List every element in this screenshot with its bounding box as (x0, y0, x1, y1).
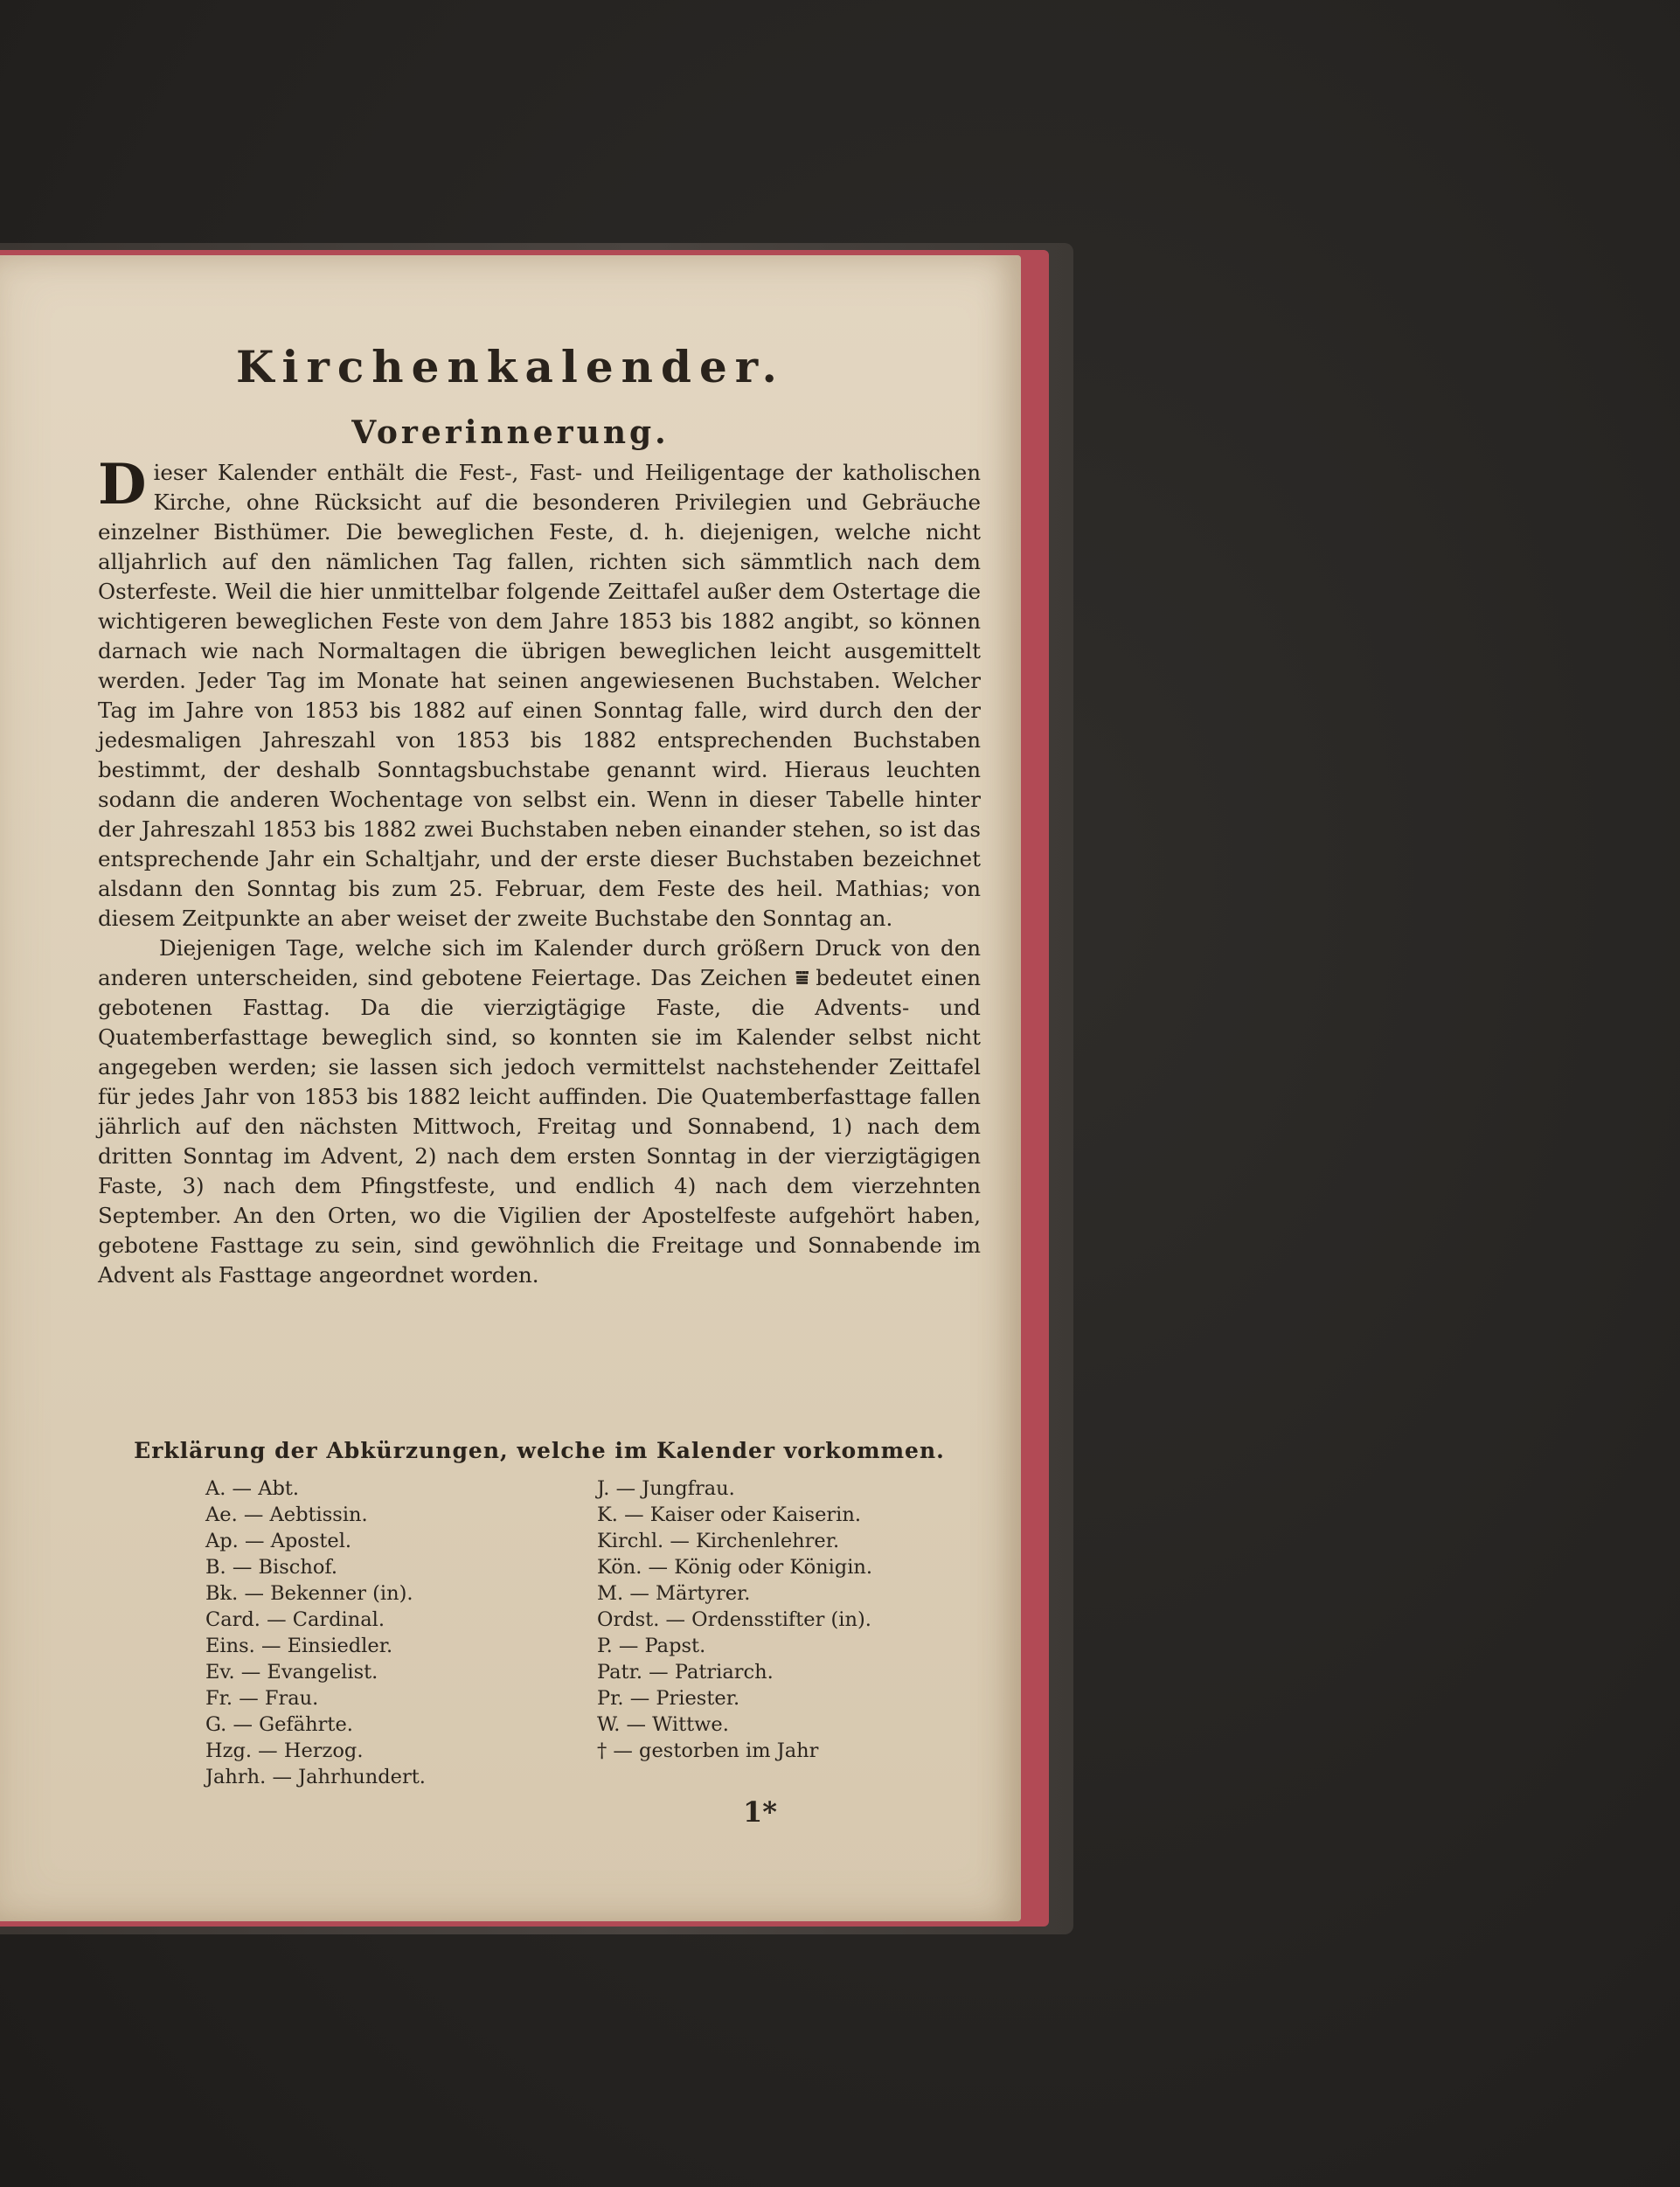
abbreviations-heading: Erklärung der Abkürzungen, welche im Kalender vorkommen. (134, 1438, 945, 1463)
abbreviation-item: Patr. — Patriarch. (597, 1661, 774, 1684)
abbreviation-item: B. — Bischof. (205, 1556, 338, 1579)
abbreviations-left-column (205, 1475, 573, 1790)
abbreviation-item: Pr. — Priester. (597, 1687, 740, 1710)
abbreviation-item: W. — Wittwe. (597, 1713, 729, 1736)
page-number: 1* (743, 1795, 777, 1829)
abbreviation-item: Card. — Cardinal. (205, 1608, 385, 1631)
abbreviation-item: Bk. — Bekenner (in). (205, 1582, 413, 1605)
fasting-sign-icon: ⩸ (795, 965, 808, 990)
abbreviation-item: Ae. — Aebtissin. (205, 1503, 368, 1526)
book-page (0, 255, 1021, 1921)
abbreviation-item: Ap. — Apostel. (205, 1530, 352, 1552)
paragraph-2-start: Diejenigen Tage, welche sich im Kalender durch größern Druck von den anderen unterscheiden, sind gebotene Feiertage. Das Zeichen (98, 935, 981, 990)
abbreviation-item: Eins. — Einsiedler. (205, 1635, 393, 1657)
abbreviation-item: M. — Märtyrer. (597, 1582, 751, 1605)
abbreviation-item: † — gestorben im Jahr (597, 1739, 819, 1762)
paragraph-2 (98, 934, 981, 1290)
abbreviation-item: Ev. — Evangelist. (205, 1661, 378, 1684)
abbreviation-item: Kirchl. — Kirchenlehrer. (597, 1530, 840, 1552)
abbreviation-item: K. — Kaiser oder Kaiserin. (597, 1503, 862, 1526)
drop-cap: D (98, 452, 147, 517)
page-title: Kirchenkalender. (236, 341, 785, 392)
body-text (98, 452, 981, 1290)
paragraph-2-rest: bedeutet einen gebotenen Fasttag. Da die vierzigtägige Faste, die Advents- und Quatemberfasttage beweglich sind, so konnten sie im Kalender selbst nicht angegeben werden; sie lassen sich jedoch vermittelst nachstehender Zeittafel für jedes Jahr von 1853 bis 1882 leicht auffinden. Die Quatemberfasttage fallen jährlich auf den nächsten Mittwoch, Freitag und Sonnabend, 1) nach dem dritten Sonntag im Advent, 2) nach dem ersten Sonntag in der vierzigtägigen Faste, 3) nach dem Pfingstfeste, und endlich 4) nach dem vierzehnten September. An den Orten, wo die Vigilien der Apostelfeste aufgehört haben, gebotene Fasttage zu sein, sind gewöhnlich die Freitage und Sonnabende im Advent als Fasttage angeordnet worden. (98, 965, 981, 1288)
abbreviation-item: Hzg. — Herzog. (205, 1739, 364, 1762)
abbreviation-item: P. — Papst. (597, 1635, 706, 1657)
paragraph-1-text: ieser Kalender enthält die Fest-, Fast- und Heiligentage der katholischen Kirche, ohne Rücksicht auf die besonderen Privilegien und Gebräuche einzelner Bisthümer. Die beweglichen Feste, d. h. diejenigen, welche nicht alljahrlich auf den nämlichen Tag fallen, richten sich sämmtlich nach dem Osterfeste. Weil die hier unmittelbar folgende Zeittafel außer dem Ostertage die wichtigeren beweglichen Feste von dem Jahre 1853 bis 1882 angibt, so können darnach wie nach Normaltagen die übrigen beweglichen leicht ausgemittelt werden. Jeder Tag im Monate hat seinen angewiesenen Buchstaben. Welcher Tag im Jahre von 1853 bis 1882 auf einen Sonntag falle, wird durch den der jedesmaligen Jahreszahl von 1853 bis 1882 entsprechenden Buchstaben bestimmt, der deshalb Sonntagsbuchstabe genannt wird. Hieraus leuchten sodann die anderen Wochentage von selbst ein. Wenn in dieser Tabelle hinter der Jahreszahl 1853 bis 1882 zwei Buchstaben neben einander stehen, so ist das entsprechende Jahr ein Schaltjahr, und der erste dieser Buchstaben bezeichnet alsdann den Sonntag bis zum 25. Februar, dem Feste des heil. Mathias; von diesem Zeitpunkte an aber weiset der zweite Buchstabe den Sonntag an. (98, 460, 981, 931)
abbreviation-item: Jahrh. — Jahrhundert. (205, 1766, 426, 1788)
abbreviation-item: Fr. — Frau. (205, 1687, 319, 1710)
abbreviation-item: Kön. — König oder Königin. (597, 1556, 873, 1579)
abbreviation-item: Ordst. — Ordensstifter (in). (597, 1608, 871, 1631)
abbreviation-item: A. — Abt. (205, 1477, 300, 1500)
abbreviation-item: J. — Jungfrau. (597, 1477, 735, 1500)
abbreviations-right-column (597, 1475, 982, 1764)
page-subtitle: Vorerinnerung. (351, 414, 670, 451)
paragraph-1 (98, 452, 981, 934)
abbreviation-item: G. — Gefährte. (205, 1713, 353, 1736)
